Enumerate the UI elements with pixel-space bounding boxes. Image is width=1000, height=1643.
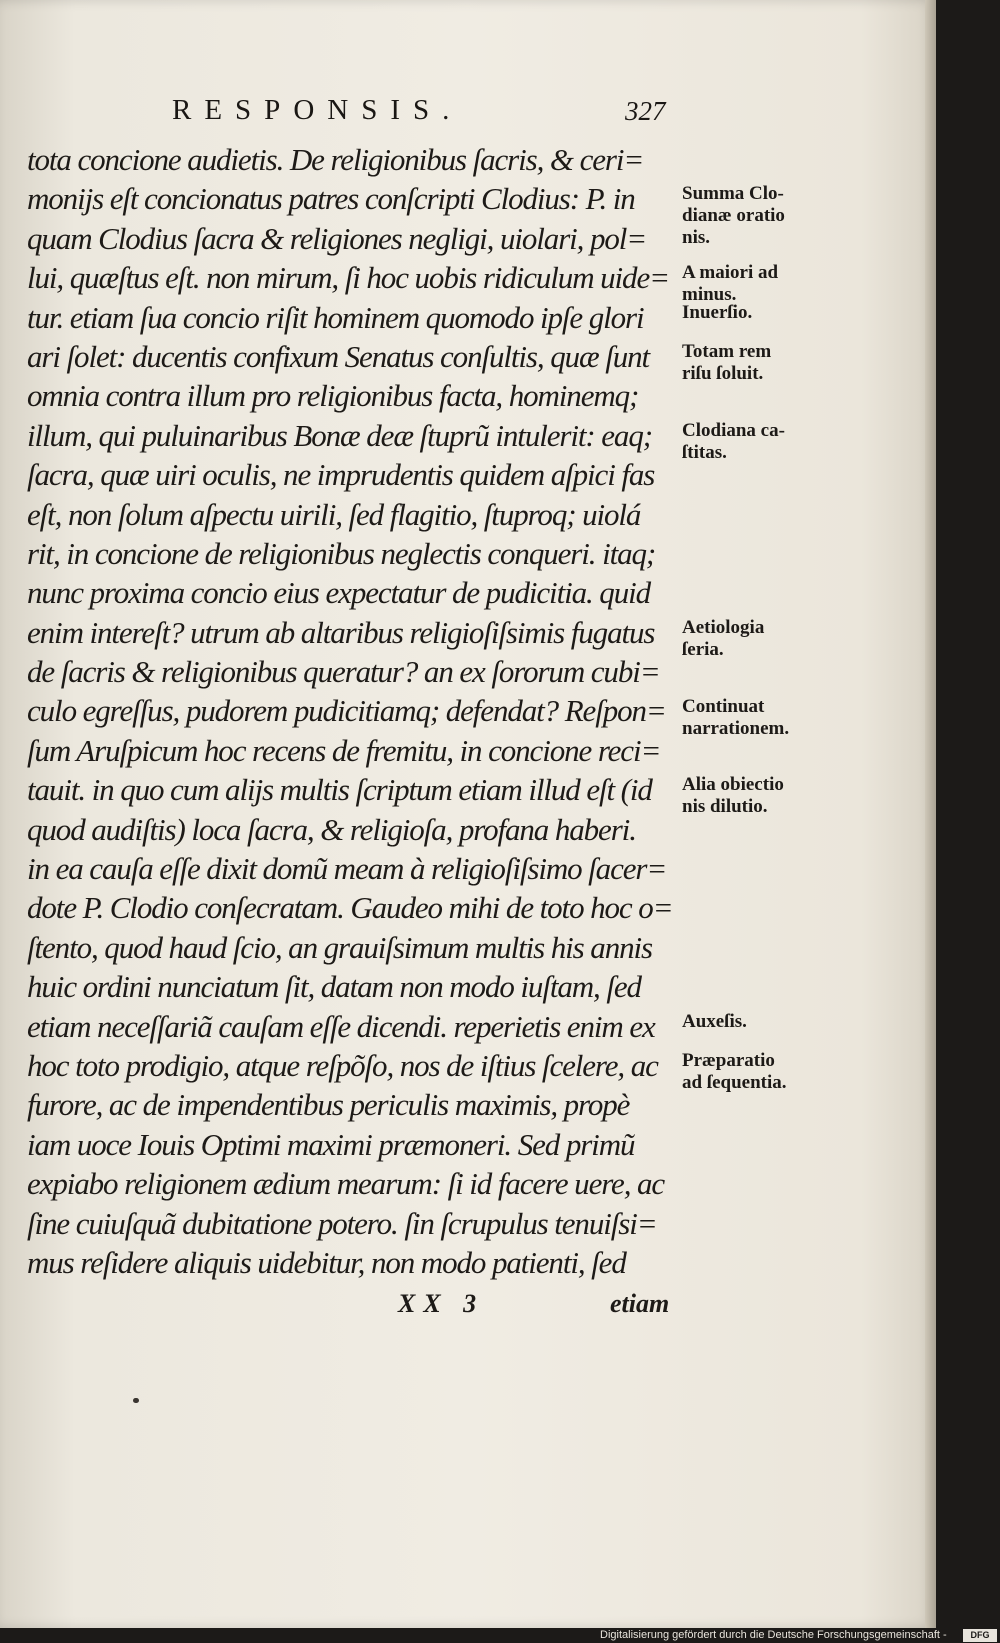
marginal-note: Aetiologia ſeria. (682, 616, 765, 660)
text-line: quod audiſtis) loca ſacra, & religioſa, profana haberi. (27, 811, 636, 847)
marginal-note: Alia obiectio nis dilutio. (682, 774, 784, 818)
body-text (27, 140, 677, 1282)
dfg-logo: DFG (963, 1629, 997, 1642)
marginal-note: Auxeſis. (682, 1010, 747, 1032)
text-line: ſum Aruſpicum hoc recens de fremitu, in concione reci= (27, 732, 661, 768)
text-line: omnia contra illum pro religionibus facta, hominemq; (27, 378, 639, 414)
text-line: huic ordini nunciatum ſit, datam non modo iuſtam, ſed (27, 969, 641, 1005)
text-line: etiam neceſſariã cauſam eſſe dicendi. reperietis enim ex (27, 1008, 655, 1044)
text-line: monijs eſt concionatus patres conſcripti Clodius: P. in (27, 181, 635, 217)
text-line: ari ſolet: ducentis confixum Senatus conſultis, quæ ſunt (27, 338, 650, 374)
marginal-note: Summa Clo- dianæ oratio nis. (682, 183, 785, 249)
text-line: enim intereſt? utrum ab altaribus religioſiſsimis fugatus (27, 614, 655, 650)
text-line: furore, ac de impendentibus periculis maximis, propè (27, 1087, 630, 1123)
running-title: RESPONSIS. (172, 94, 463, 126)
text-line: mus reſidere aliquis uidebitur, non modo patienti, ſed (27, 1244, 626, 1280)
marginal-note: Inuerſio. (682, 301, 753, 323)
text-line: ſine cuiuſquã dubitatione potero. ſin ſcrupulus tenuiſsi= (27, 1205, 657, 1241)
text-line: nunc proxima concio eius expectatur de pudicitia. quid (27, 575, 651, 611)
catchword: etiam (610, 1289, 670, 1318)
text-line: rit, in concione de religionibus neglectis conqueri. itaq; (27, 535, 656, 571)
text-line: expiabo religionem ædium mearum: ſi id facere uere, ac (27, 1166, 665, 1202)
text-line: iam uoce Iouis Optimi maximi præmoneri. Sed primũ (27, 1126, 635, 1162)
page-edge (925, 0, 936, 1628)
digitization-credit: Digitalisierung gefördert durch die Deutsche Forschungsgemeinschaft - (600, 1629, 947, 1641)
page-footer (0, 1289, 700, 1329)
page-number: 327 (625, 96, 666, 126)
text-line: in ea cauſa eſſe dixit domũ meam à religioſiſsimo ſacer= (27, 851, 667, 887)
marginal-note: Clodiana ca- ſtitas. (682, 419, 785, 463)
marginal-note: Continuat narrationem. (682, 695, 790, 739)
running-head (0, 94, 700, 140)
text-line: ſacra, quæ uiri oculis, ne imprudentis quidem aſpici fas (27, 457, 655, 493)
text-line: culo egreſſus, pudorem pudicitiamq; defendat? Reſpon= (27, 693, 666, 729)
text-line: eſt, non ſolum aſpectu uirili, ſed flagitio, ſtuproq; uiolá (27, 496, 641, 532)
signature-mark: XX 3 (398, 1289, 485, 1318)
text-line: tauit. in quo cum alijs multis ſcriptum etiam illud eſt (id (27, 772, 652, 808)
text-line: ſtento, quod haud ſcio, an grauiſsimum multis his annis (27, 929, 652, 965)
text-line: lui, quæſtus eſt. non mirum, ſi hoc uobis ridiculum uide= (27, 260, 669, 296)
text-line: hoc toto prodigio, atque reſpõſo, nos de iſtius ſcelere, ac (27, 1047, 658, 1083)
text-line: tur. etiam ſua concio riſit hominem quomodo ipſe glori (27, 299, 644, 335)
text-line: illum, qui puluinaribus Bonæ deæ ſtuprũ intulerit: eaq; (27, 417, 652, 453)
ink-speck (133, 1398, 139, 1403)
marginal-note: Præparatio ad ſequentia. (682, 1050, 787, 1094)
text-line: dote P. Clodio conſecratam. Gaudeo mihi de toto hoc o= (27, 890, 673, 926)
text-line: quam Clodius ſacra & religiones negligi, uiolari, pol= (27, 220, 647, 256)
text-line: de ſacris & religionibus queratur? an ex ſororum cubi= (27, 654, 660, 690)
text-line: tota concione audietis. De religionibus ſacris, & ceri= (27, 142, 644, 177)
marginal-note: Totam rem riſu ſoluit. (682, 341, 772, 384)
marginal-note: A maiori ad minus. (682, 262, 779, 306)
